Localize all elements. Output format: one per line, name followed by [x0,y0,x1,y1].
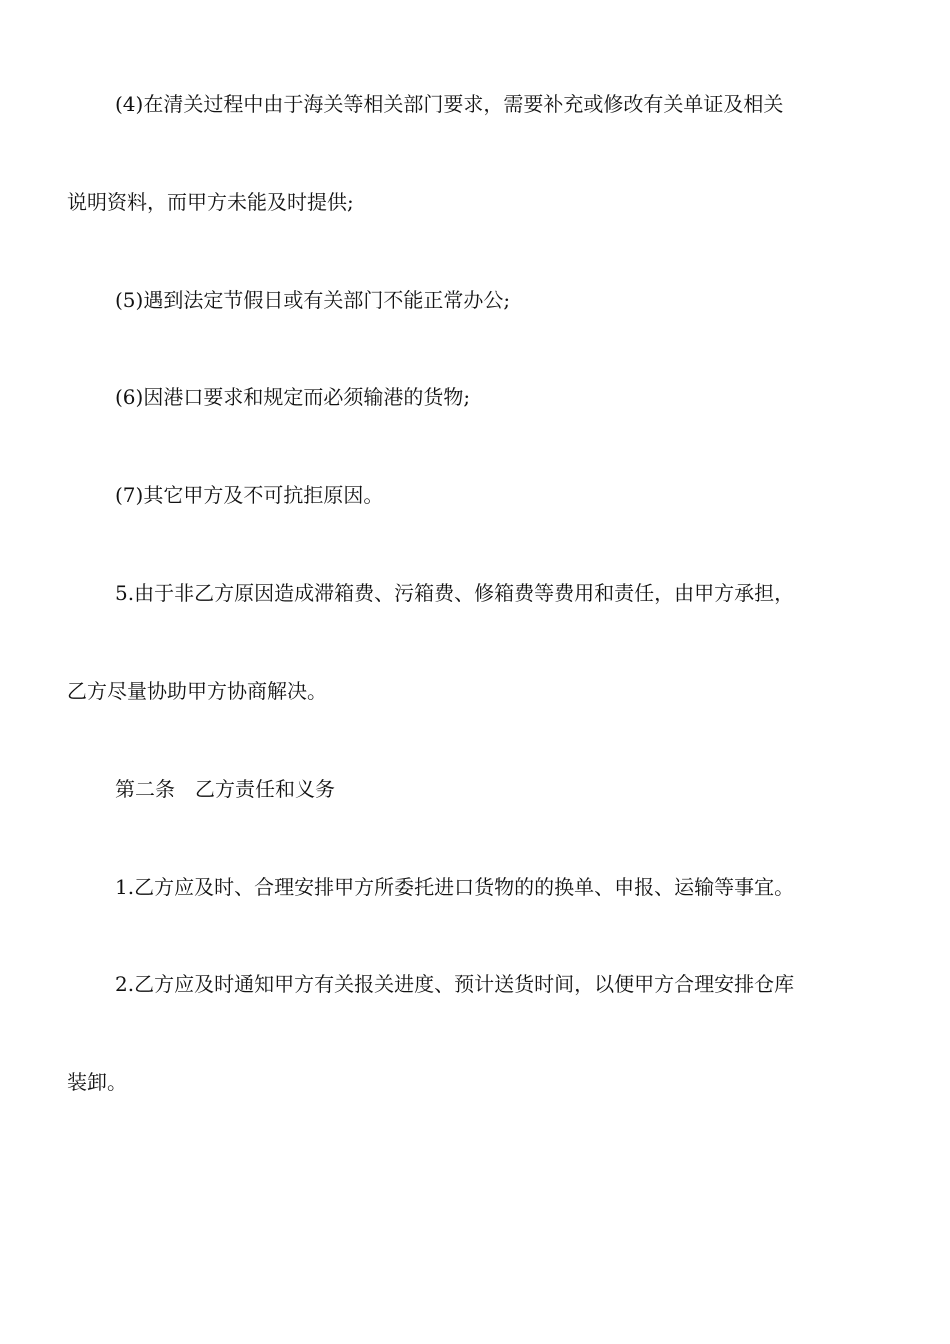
duty-2-line-2: 装卸。 [67,1070,127,1094]
item-5-line-1: 5.由于非乙方原因造成滞箱费、污箱费、修箱费等费用和责任，由甲方承担， [115,581,795,605]
clause-6: (6)因港口要求和规定而必须输港的货物; [115,385,471,409]
clause-4-line-1: (4)在清关过程中由于海关等相关部门要求，需要补充或修改有关单证及相关 [115,92,784,116]
clause-5: (5)遇到法定节假日或有关部门不能正常办公; [115,288,511,312]
article-2-heading: 第二条 乙方责任和义务 [115,777,335,801]
duty-2-line-1: 2.乙方应及时通知甲方有关报关进度、预计送货时间，以便甲方合理安排仓库 [115,972,795,996]
duty-1: 1.乙方应及时、合理安排甲方所委托进口货物的的换单、申报、运输等事宜。 [115,875,795,899]
clause-4-line-2: 说明资料，而甲方未能及时提供; [67,190,354,214]
clause-7: (7)其它甲方及不可抗拒原因。 [115,483,384,507]
item-5-line-2: 乙方尽量协助甲方协商解决。 [67,679,327,703]
